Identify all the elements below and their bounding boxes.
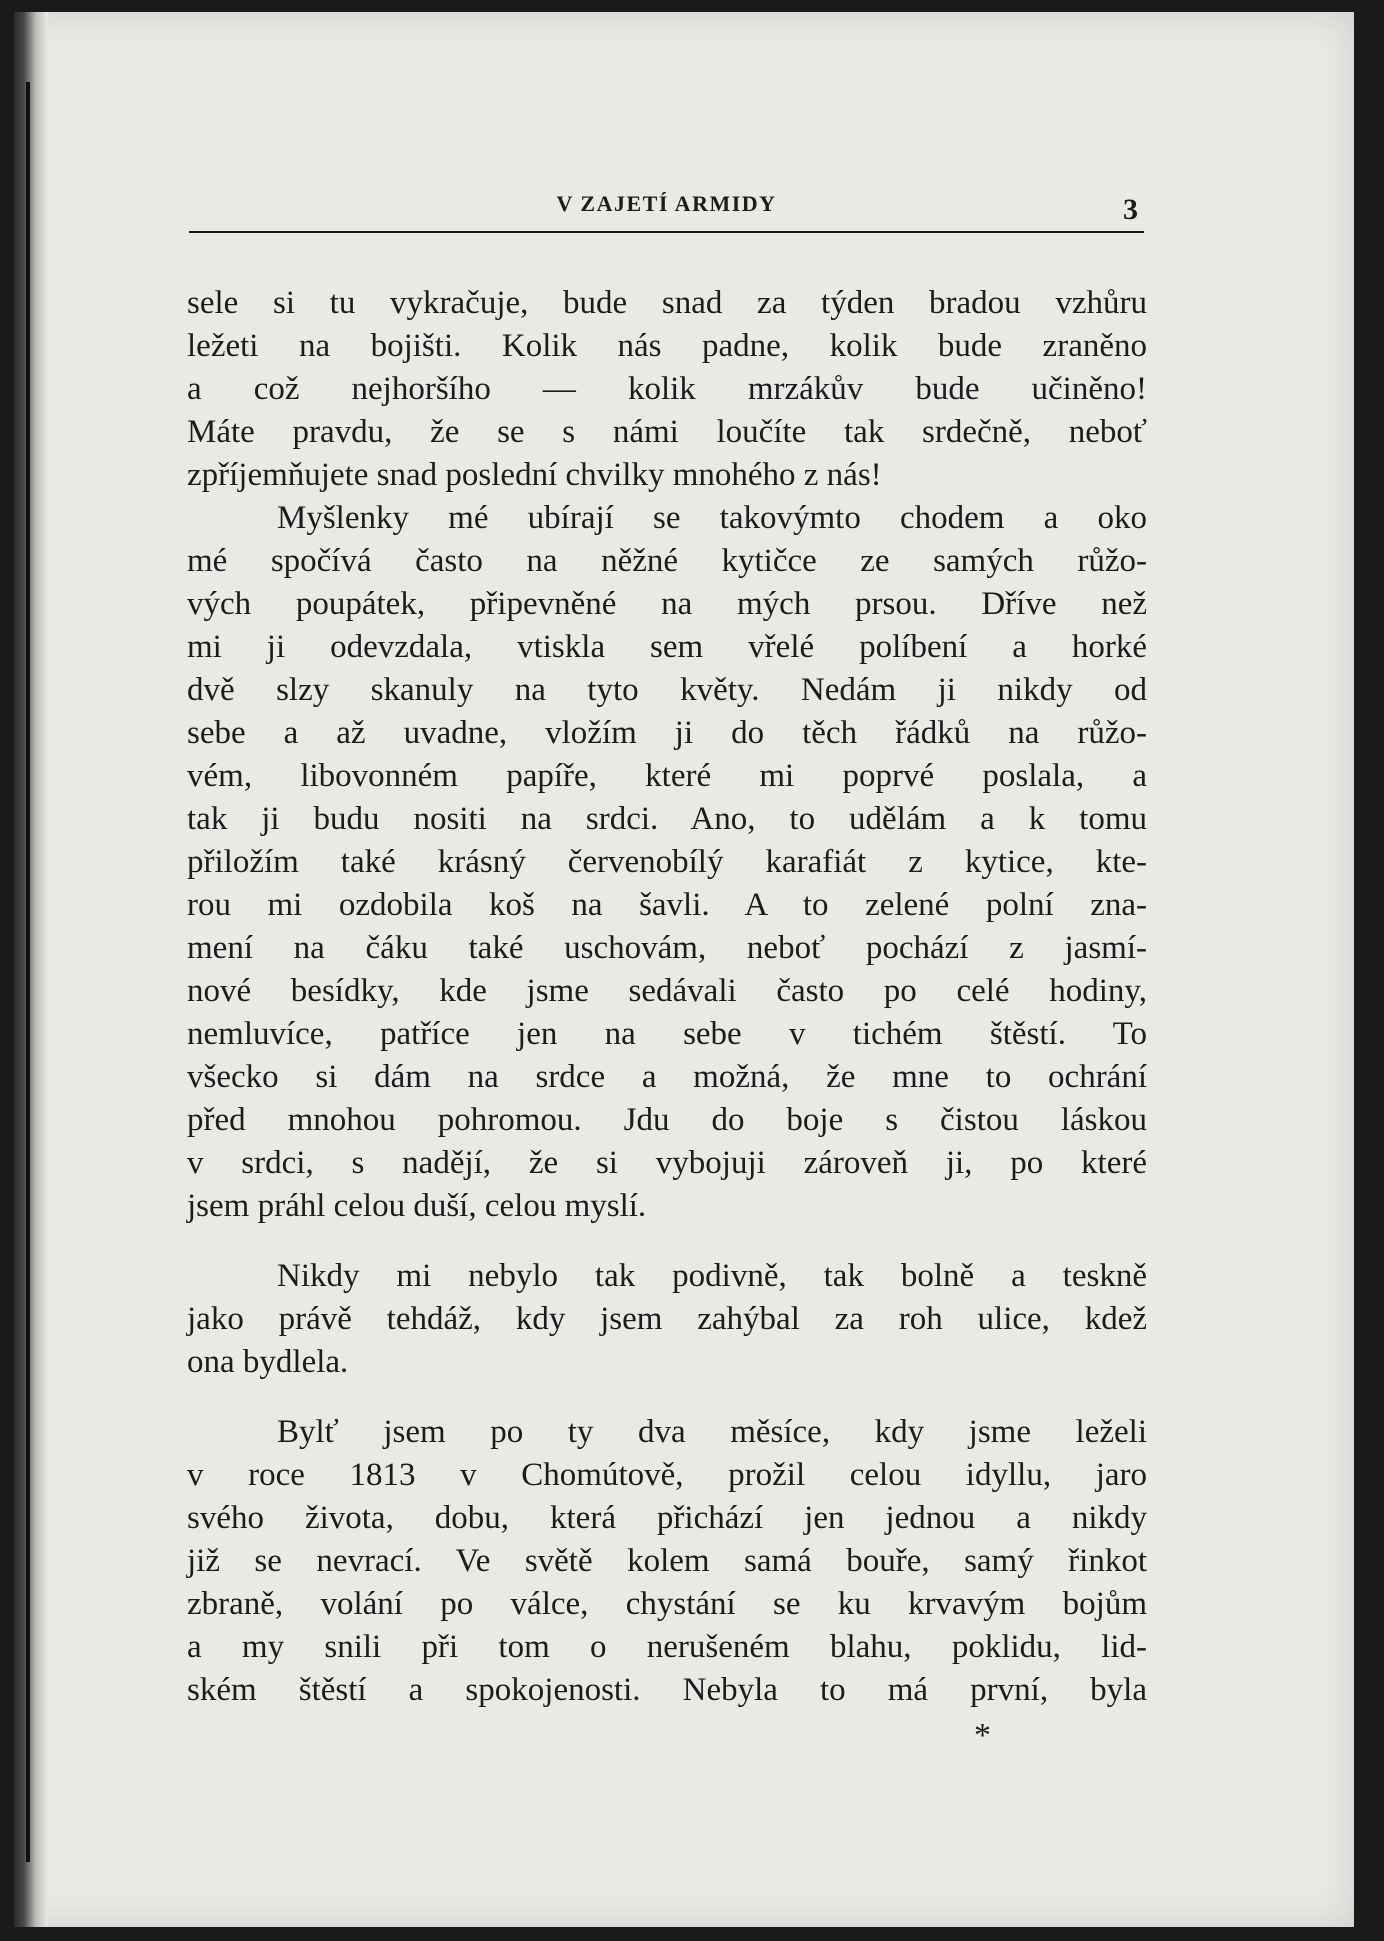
text-line: svého života, dobu, která přichází jen jednou a nikdy: [187, 1500, 1147, 1536]
running-title: V ZAJETÍ ARMIDY: [556, 191, 777, 216]
paragraph-4: [187, 1411, 1147, 1712]
text-line: a což nejhoršího — kolik mrzákův bude učiněno!: [187, 371, 1147, 407]
text-line: ležeti na bojišti. Kolik nás padne, kolik bude zraněno: [187, 328, 1147, 364]
text-line: zbraně, volání po válce, chystání se ku krvavým bojům: [187, 1586, 1147, 1622]
text-line: jsem práhl celou duší, celou myslí.: [187, 1188, 647, 1224]
text-line: Myšlenky mé ubírají se takovýmto chodem a oko: [277, 500, 1147, 536]
signature-mark: *: [974, 1717, 991, 1754]
paragraph-3: [187, 1255, 1147, 1384]
page-number: 3: [1123, 193, 1138, 226]
book-page: [14, 12, 1354, 1927]
text-line: dvě slzy skanuly na tyto květy. Nedám ji nikdy od: [187, 672, 1147, 708]
text-line: v srdci, s nadějí, že si vybojuji zároveň ji, po které: [187, 1145, 1147, 1181]
text-line: přiložím také krásný červenobílý karafiát z kytice, kte-: [187, 844, 1147, 880]
text-line: vých poupátek, připevněné na mých prsou. Dříve než: [187, 586, 1147, 622]
text-line: sebe a až uvadne, vložím ji do těch řádků na růžo-: [187, 715, 1147, 751]
paragraph-spacing: [187, 1384, 1147, 1411]
paragraph-1: [187, 282, 1147, 497]
text-line: Nikdy mi nebylo tak podivně, tak bolně a teskně: [277, 1258, 1147, 1294]
text-line: sele si tu vykračuje, bude snad za týden bradou vzhůru: [187, 285, 1147, 321]
text-line: již se nevrací. Ve světě kolem samá bouře, samý řinkot: [187, 1543, 1147, 1579]
binding-edge-line: [26, 82, 30, 1862]
text-line: všecko si dám na srdce a možná, že mne to ochrání: [187, 1059, 1147, 1095]
text-line: mi ji odevzdala, vtiskla sem vřelé políbení a horké: [187, 629, 1147, 665]
text-line: tak ji budu nositi na srdci. Ano, to udělám a k tomu: [187, 801, 1147, 837]
text-line: zpříjemňujete snad poslední chvilky mnohého z nás!: [187, 457, 882, 493]
text-line: nemluvíce, patříce jen na sebe v tichém štěstí. To: [187, 1016, 1147, 1052]
text-line: před mnohou pohromou. Jdu do boje s čistou láskou: [187, 1102, 1147, 1138]
text-line: Bylť jsem po ty dva měsíce, kdy jsme leželi: [277, 1414, 1147, 1450]
text-line: a my snili při tom o nerušeném blahu, poklidu, lid-: [187, 1629, 1147, 1665]
text-line: rou mi ozdobila koš na šavli. A to zelené polní zna-: [187, 887, 1147, 923]
book-spine-shadow: [14, 12, 48, 1927]
text-line: nové besídky, kde jsme sedávali často po celé hodiny,: [187, 973, 1147, 1009]
text-line: v roce 1813 v Chomútově, prožil celou idyllu, jaro: [187, 1457, 1147, 1493]
text-line: vém, libovonném papíře, které mi poprvé poslala, a: [187, 758, 1147, 794]
body-text: [187, 282, 1147, 1712]
text-line: ském štěstí a spokojenosti. Nebyla to má první, byla: [187, 1672, 1147, 1708]
text-line: Máte pravdu, že se s námi loučíte tak srdečně, neboť: [187, 414, 1147, 450]
text-line: mení na čáku také uschovám, neboť pochází z jasmí-: [187, 930, 1147, 966]
text-line: jako právě tehdáž, kdy jsem zahýbal za roh ulice, kdež: [187, 1301, 1147, 1337]
paragraph-spacing: [187, 1228, 1147, 1255]
paragraph-2: [187, 497, 1147, 1228]
text-line: mé spočívá často na něžné kytičce ze samých růžo-: [187, 543, 1147, 579]
page-header: [189, 189, 1144, 233]
text-line: ona bydlela.: [187, 1344, 349, 1380]
